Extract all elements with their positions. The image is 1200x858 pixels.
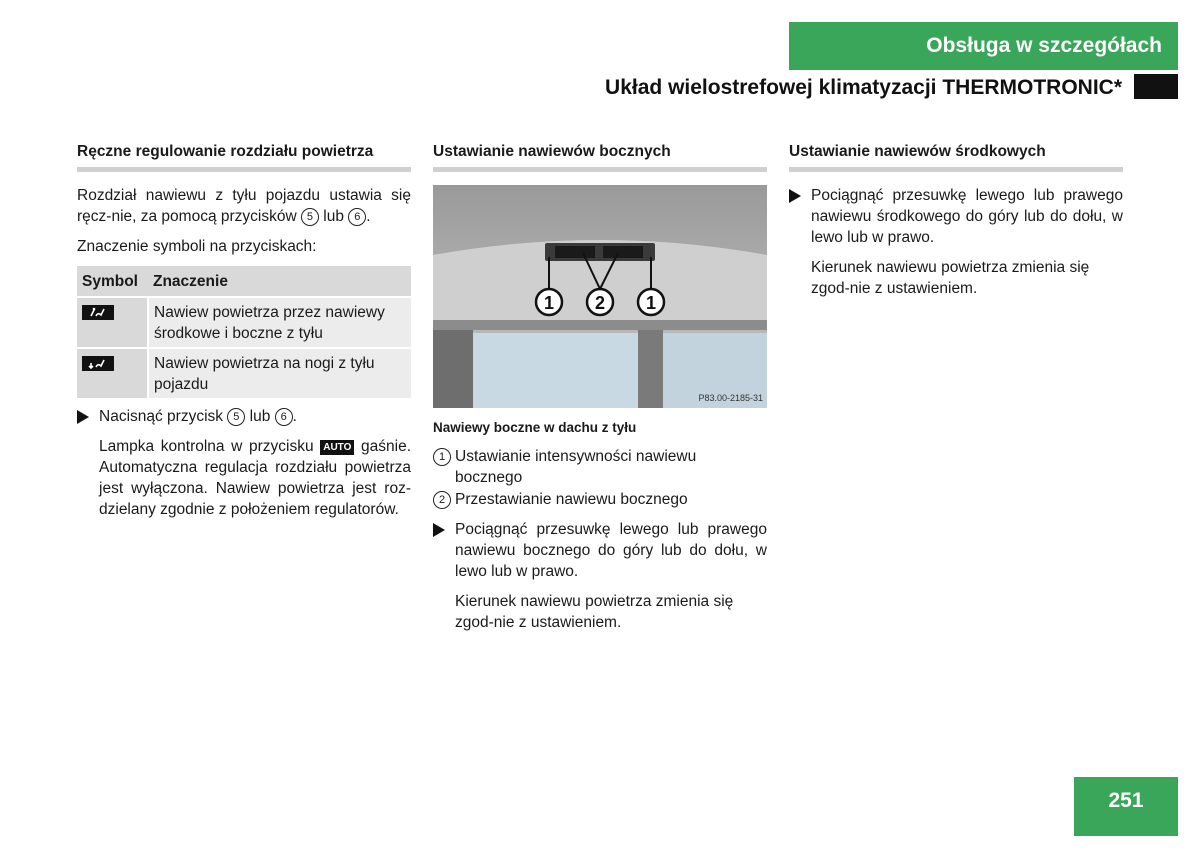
roof-vents-photo <box>433 185 767 408</box>
photo-code: P83.00-2185-31 <box>698 393 763 403</box>
col-meaning-header: Znaczenie <box>153 272 228 290</box>
left-step <box>77 406 411 427</box>
middle-step <box>433 519 767 582</box>
symbol-table <box>77 266 411 398</box>
button-6-ref: 6 <box>275 408 293 426</box>
note-text: Lampka kontrolna w przycisku <box>99 438 314 455</box>
left-heading: Ręczne regulowanie rozdziału powietrza <box>77 141 411 172</box>
left-column <box>77 141 411 529</box>
chapter-title: Układ wielostrefowej klimatyzacji THERMOTRONIC* <box>605 76 1122 99</box>
page-number: 251 <box>1074 777 1178 836</box>
step-arrow-icon <box>433 523 445 537</box>
legend-text: Ustawianie intensywności nawiewu bocznego <box>455 448 697 486</box>
right-note: Kierunek nawiewu powietrza zmienia się zgod-nie z ustawieniem. <box>811 259 1090 297</box>
right-step <box>789 185 1123 248</box>
step-text: Pociągnąć przesuwkę lewego lub prawego nawiewu środkowego do góry lub do dołu, w lewo lub w prawo. <box>811 187 1123 246</box>
svg-text:1: 1 <box>543 293 555 313</box>
callout-1-left <box>536 289 562 315</box>
step-arrow-icon <box>789 189 801 203</box>
note-text-2: gaśnie. Automatyczna regulacja rozdziału powietrza jest wyłączona. Nawiew powietrza jest roz-dzielany zgodnie z położeniem regulatorów. <box>99 438 412 518</box>
symbols-intro: Znaczenie symboli na przyciskach: <box>77 238 317 255</box>
vent-center-side-icon <box>82 305 114 320</box>
button-6-ref: 6 <box>348 208 366 226</box>
auto-badge: AUTO <box>320 440 354 455</box>
button-5-ref: 5 <box>301 208 319 226</box>
table-row <box>77 348 411 398</box>
middle-column <box>433 141 767 642</box>
middle-heading: Ustawianie nawiewów bocznych <box>433 141 767 172</box>
legend-number: 2 <box>433 491 451 509</box>
legend-number: 1 <box>433 448 451 466</box>
table-row <box>77 297 411 348</box>
step-end: . <box>292 408 297 425</box>
left-intro <box>77 185 411 227</box>
meaning-cell: Nawiew powietrza na nogi z tyłu pojazdu <box>148 348 411 398</box>
vent-feet-icon <box>82 356 114 371</box>
button-5-ref: 5 <box>227 408 245 426</box>
svg-text:2: 2 <box>594 293 606 313</box>
legend-item <box>433 489 767 510</box>
chapter-marker <box>1134 74 1178 99</box>
step-text: Pociągnąć przesuwkę lewego lub prawego nawiewu bocznego do góry lub do dołu, w lewo lub w prawo. <box>455 521 767 580</box>
legend-text: Przestawianie nawiewu bocznego <box>455 491 688 508</box>
right-heading: Ustawianie nawiewów środkowych <box>789 141 1123 172</box>
intro-end: . <box>366 208 371 225</box>
intro-text: Rozdział nawiewu z tyłu pojazdu ustawia się ręcz-nie, za pomocą przycisków <box>77 187 411 225</box>
legend-item <box>433 446 767 488</box>
step-or: lub <box>249 408 271 425</box>
callout-2 <box>587 289 613 315</box>
left-note <box>77 436 411 520</box>
photo-caption: Nawiewy boczne w dachu z tyłu <box>433 420 637 435</box>
section-banner: Obsługa w szczegółach <box>789 22 1178 70</box>
right-column <box>789 141 1123 308</box>
middle-note: Kierunek nawiewu powietrza zmienia się zgod-nie z ustawieniem. <box>455 593 734 631</box>
meaning-cell: Nawiew powietrza przez nawiewy środkowe i boczne z tyłu <box>148 297 411 348</box>
svg-text:1: 1 <box>645 293 657 313</box>
intro-or: lub <box>323 208 344 225</box>
callout-1-right <box>638 289 664 315</box>
col-symbol-header: Symbol <box>82 272 138 290</box>
step-text: Nacisnąć przycisk <box>99 408 224 425</box>
step-arrow-icon <box>77 410 89 424</box>
